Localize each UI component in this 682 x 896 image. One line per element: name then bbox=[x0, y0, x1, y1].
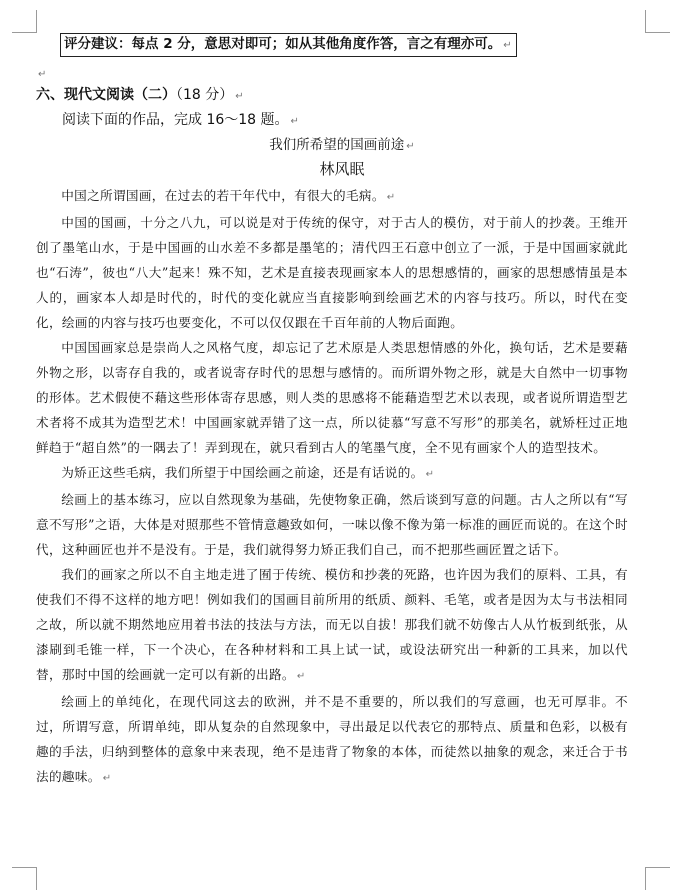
body-paragraph[interactable]: 我们的画家之所以不自主地走进了囿于传统、模仿和抄袭的死路，也许因为我们的原料、工具，有使我们不得不这样的地方吧！例如我们的国画目前所用的纸质、颜料、毛笔，或者是因为太与书法相同之故，所以就不期然地应用着书法的技法与方法，而无以自拔！那我们就不妨像古人从竹板到纸张，从漆刷到毛锥一样，下一个决心，在各种材料和工具上试一试，或设法研究出一种新的工具来，加以代替，那时中国的绘画就一定可以有新的出路。 ↵ bbox=[36, 567, 628, 682]
paragraph-mark-icon: ↵ bbox=[503, 40, 512, 51]
section-title: 六、现代文阅读（二） bbox=[36, 87, 176, 103]
section-points: （18 分） bbox=[176, 87, 234, 103]
paragraph-mark-icon: ↵ bbox=[386, 192, 396, 203]
article-author[interactable] bbox=[36, 159, 648, 179]
page-corner-mark-bottom-right bbox=[645, 867, 670, 890]
section-heading[interactable] bbox=[36, 86, 244, 106]
body-paragraph[interactable]: 绘画上的基本练习，应以自然现象为基础，先使物象正确，然后谈到写意的问题。古人之所以有“写意不写形”之语，大体是对照那些不管情意趣致如何，一味以像不像为第一标准的画匠而说的。在这个时代，这种画匠也并不是没有。于是，我们就得努力矫正我们自己，而不把那些画匠置之话下。 bbox=[36, 492, 628, 557]
scoring-note-box[interactable] bbox=[60, 33, 517, 57]
paragraph-mark-icon: ↵ bbox=[406, 141, 415, 152]
reading-instruction[interactable] bbox=[62, 111, 299, 131]
instruction-text: 阅读下面的作品，完成 16～18 题。 bbox=[62, 112, 289, 128]
empty-paragraph[interactable] bbox=[36, 62, 46, 81]
paragraph-mark-icon: ↵ bbox=[290, 116, 299, 127]
paragraph-mark-icon: ↵ bbox=[296, 671, 306, 682]
paragraph-mark-icon: ↵ bbox=[102, 773, 112, 784]
article-title[interactable] bbox=[36, 136, 648, 156]
body-paragraph[interactable]: 绘画上的单纯化，在现代同这去的欧洲，并不是不重要的，所以我们的写意画，也无可厚非。不过，所谓写意，所谓单纯，即从复杂的自然现象中，寻出最足以代表它的那特点、质量和色彩，以极有趣的手法，归纳到整体的意象中来表现，绝不是违背了物象的本体，而徒然以抽象的观念，来迁合于书法的趣味。 ↵ bbox=[36, 694, 628, 784]
page-corner-mark-top-left bbox=[12, 10, 37, 33]
paragraph-mark-icon: ↵ bbox=[38, 69, 47, 80]
article-title-text: 我们所希望的国画前途 bbox=[269, 137, 405, 153]
page-corner-mark-bottom-left bbox=[12, 867, 37, 890]
body-paragraph[interactable]: 中国之所谓国画，在过去的若干年代中，有很大的毛病。 ↵ bbox=[61, 188, 396, 203]
body-paragraph[interactable]: 为矫正这些毛病，我们所望于中国绘画之前途，还是有话说的。 ↵ bbox=[61, 465, 435, 480]
body-paragraph[interactable]: 中国的国画，十分之八九，可以说是对于传统的保守，对于古人的模仿，对于前人的抄袭。王维开创了墨笔山水，于是中国画的山水差不多都是墨笔的；清代四王石意中创立了一派，于是中国画家就此也“石涛”，彼也“八大”起来！殊不知，艺术是直接表现画家本人的思想感情的，画家的思想感情虽是本人的，画家本人却是时代的，时代的变化就应当直接影响到绘画艺术的内容与技巧。所以，时代在变化，绘画的内容与技巧也要变化，不可以仅仅跟在千百年前的人物后面跑。 bbox=[36, 215, 628, 330]
scoring-note: 评分建议：每点 2 分，意思对即可；如从其他角度作答，言之有理亦可。 bbox=[64, 36, 502, 52]
author-name: 林风眠 bbox=[319, 160, 365, 178]
article-body[interactable] bbox=[36, 183, 628, 791]
page-corner-mark-top-right bbox=[645, 10, 670, 33]
paragraph-mark-icon: ↵ bbox=[425, 469, 435, 480]
paragraph-mark-icon: ↵ bbox=[235, 91, 244, 102]
body-paragraph[interactable]: 中国国画家总是崇尚人之风格气度，却忘记了艺术原是人类思想情感的外化，换句话，艺术是要藉外物之形，以寄存自我的，或者说寄存时代的思想与感情的。而所谓外物之形，就是大自然中一切事物的形体。艺术假使不藉这些形体寄存思感，则人类的思感将不能藉造型艺术以表现，或者说所谓造型艺术者将不成其为造型艺术！中国画家就弄错了这一点，所以徒慕“写意不写形”的那美名，就矫枉过正地鲜趋于“超自然”的一隅去了！弄到现在，就只看到古人的笔墨气度，全不见有画家个人的造型技术。 bbox=[36, 340, 628, 455]
